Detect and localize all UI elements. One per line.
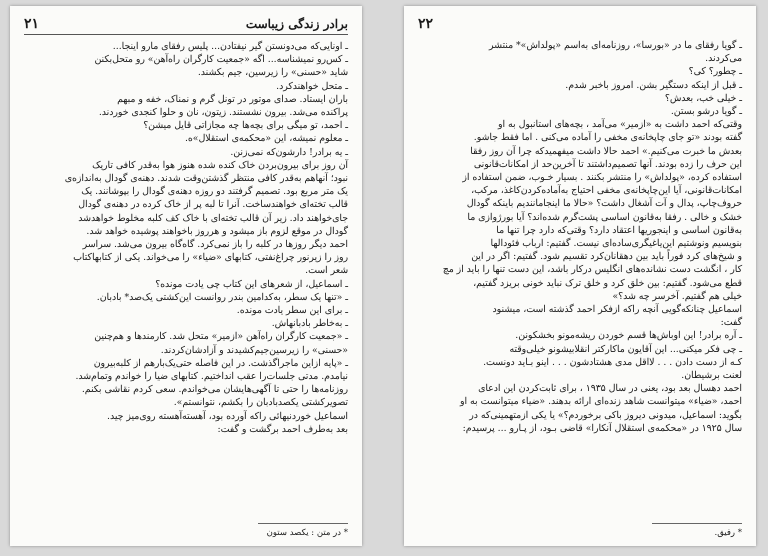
text-line: ـ چی فکر میکنی... این آقایون ماکارکتر انقلابیشونو خیلی‌وقته (509, 343, 742, 355)
text-line: گفته بودند «تو جای چاپخانه‌ی مخفی را آماده می‌کنی . اما فقط جاشو. (473, 132, 742, 144)
text-line: خشک و خالی . رفقا به‌قانون اساسی پشت‌گرم شده‌اند؟ آیا بورژوازی ما (467, 211, 742, 223)
text-line: ـ کس‌رو نمیشناسه... اگه «جمعیت کارگران راه‌آهن» رو متحل‌بکنن (94, 54, 348, 66)
text-line: این حرف را زده بودند. آنها تصمیم‌داشتند تا آخرین‌حد از امکانات‌قانونی (473, 158, 742, 170)
footnote-divider (652, 523, 742, 524)
text-line: ـ «پایه ازاین ماجراگذشت. در این فاصله حتی‌یک‌بارهم از کلبه‌بیرون (93, 357, 348, 369)
text-line: خیلی هم گفتیم. آخرسر چه شد؟» (612, 290, 742, 302)
text-line: به‌قانون اساسی و اینجوریها اعتقاد دارد؟ وقتی‌که دارد چرا تنها ما (496, 224, 742, 236)
text-line: و شیخ‌های کرد فوراً باید بین دهقانان‌کرد تقسیم شود. گفتیم: اگر در این (471, 251, 742, 263)
text-line: پراکنده می‌شد. بیرون نشستند. زیتون، نان و حلوا کنجدی خوردند. (98, 107, 348, 119)
text-line: ـ گویا رفقای ما در «بورسا»، روزنامه‌ای به‌اسم «پولداش»* منتشر (489, 40, 742, 51)
text-line: اسماعیل چنانکه‌گویی آنچه راکه ازفکر احمد گذشته است، میشنود (492, 304, 742, 316)
page-header (24, 16, 348, 35)
text-line: ـ اونایی‌که می‌دونستن گیر نیفتادن... پلیس رفقای مارو اینجا... (112, 41, 348, 52)
text-line: روزنامه‌ها را حتی تا آگهی‌هایشان می‌خواندم. سعی کردم نقاشی بکنم. (81, 384, 348, 396)
text-line: بعد به‌طرف احمد برگشت و گفت: (217, 423, 348, 435)
text-line: ـ معلوم نمیشه، این «محکمه‌ی استقلال»ه. (184, 133, 348, 145)
text-line: ـ خیلی خب، بعدش؟ (664, 92, 742, 104)
text-line: بگوید: اسماعیل، میدونی دیروز باکی برخوردم؟» یا یکی ازمتهمینی‌که در (469, 409, 742, 421)
text-line: ـ احمد، تو میگی برای بچه‌ها چه مجازاتی قایل میشن؟ (143, 120, 348, 132)
page-body (418, 39, 742, 435)
text-line: روز را زیرنور چراغ‌نفتی، کتابهای «ضیاء» را می‌خواند. یکی از کتابهاکتاب (73, 252, 348, 264)
text-line: ـ برای این سطر یادت مونده. (236, 305, 348, 317)
text-line: قالب تخته‌ای خواهندساخت. آنرا تا لبه پر از خاک کرده در دهنه‌ی گودال (78, 199, 348, 211)
text-line: نیامدم. مدتی جلسات‌را عقب انداختیم. کتابهای ضیا را خواندم وتمام‌شد. (75, 371, 348, 383)
text-line: ـ یه برادر! دارشون‌که نمی‌زنن. (230, 146, 348, 158)
text-line: آن روز برای بیرون‌بردن خاک کنده شده هنوز هوا به‌قدر کافی تاریک (92, 159, 348, 171)
text-line: بنویسیم ونوشتیم این‌یا‌غیگری‌ساده‌ای نیست. گفتیم: ارباب فئودالها (490, 238, 742, 250)
text-line: امکانات‌قانونی، آیا این‌چاپخانه‌ی مخفی احتیاج به‌آماده‌کردن‌کاغذ، مرکب، (471, 185, 742, 197)
footnote-divider (258, 523, 348, 524)
page-body (24, 40, 348, 436)
page-number: ۲۱ (24, 16, 40, 32)
text-line: گودال در موقع لزوم باز میشود و هرروز باخواهند پوشیده خواهد شد. (86, 225, 348, 237)
text-line: وقتی‌که احمد داشت به «ازمیر» می‌آمد ، بچه‌های استانبول به او (498, 119, 742, 131)
text-line: ـ به‌خاطر بادبانهاش. (271, 318, 348, 330)
footnote: * در متن : یکصد ستون (266, 528, 348, 538)
text-line: کار ، انگشت دست نشانده‌های انگلیس درکار باشد، این دست تنها را باید از مچ (442, 264, 742, 276)
text-line: نبود؛ آنهاهم به‌قدر کافی منتظر گذشتن‌وقت شدند. دهنه‌ی گودال به‌اندازه‌ی (64, 173, 348, 185)
text-line: سال ۱۹۲۵ در «محکمه‌ی استقلال آنکارا» قاضی بـود، از پـارو ... پرسیدم: (462, 422, 742, 434)
text-line: کـه از دست دادن . . . لااقل مدی هشتادشون . . . اینو بـاید دونست. (483, 356, 742, 368)
text-line: شاید «حسنی» را زیرسین، جیم بکشند. (197, 67, 348, 79)
text-line: ـ اسماعیل، از شعرهای این کتاب چی یادت مونده؟ (155, 278, 348, 290)
left-page (10, 6, 362, 546)
text-line: «حسنی» را زیرسین‌جیم‌کشیدند و آزادشان‌کردند. (160, 344, 348, 356)
text-line: جای‌خواهند داد. زیر آن قالب تخته‌ای با خاک کف کلبه مخلوط خواهدشد (78, 212, 348, 224)
page-header (418, 16, 742, 34)
right-page (404, 6, 756, 546)
text-line: باران ایستاد. صدای موتور در تونل گرم و نمناک، خفه و مبهم (117, 93, 348, 105)
text-line: ـ متحل خواهندکرد. (276, 80, 348, 92)
text-line: یک متر مربع بود. تصمیم گرفتند دو روزه دهنه‌ی گودال را بپوشانند. یک (81, 186, 348, 198)
text-line: ـ آره برادر! این اوباش‌ها قسم خوردن ریشه‌مونو بخشکونن. (515, 330, 742, 342)
header-title: برادر زندگی زیباست (245, 17, 348, 31)
text-line: قطع می‌شود. گفتیم: بین خلق کرد و خلق ترک نباید خونی بریزد گفتیم، (473, 277, 742, 289)
page-number: ۲۲ (418, 16, 434, 32)
text-line: استفاده کرده، «پولداش» را منتشر بکنند . بسیار خـوب، ضمن استفاده از (462, 172, 742, 184)
text-line: اسماعیل خوردنیهائی راکه آورده بود، آهسته‌آهسته روی‌میز چید. (107, 410, 348, 422)
text-line: می‌کردند. (705, 53, 742, 65)
footnote: * رفیق. (714, 528, 742, 538)
text-line: احمد دیگر روزها در کلبه را باز نمی‌کرد. گاه‌گاه بیرون می‌شد. سراسر (82, 239, 348, 251)
text-line: شعر است. (305, 265, 348, 277)
text-line: تصویرکشتی یکصدبادبان را بکشم، نتوانستم». (173, 397, 348, 409)
text-line: ـ چطور؟ کی؟ (688, 66, 742, 78)
text-line: احمد دهسال بعد بود، یعنی در سال ۱۹۳۵ ، برای ثابت‌کردن این ادعای (478, 383, 742, 395)
text-line: بعدش ما خبرت می‌کنیم.» احمد حالا داشت میفهمیدکه چرا آن روز رفقا (470, 145, 742, 157)
text-line: احمد، «ضیاء» میتوانست شاهد زنده‌ای ارائه بدهند. «ضیاء میتوانست به او (460, 396, 742, 408)
text-line: ـ قبل از اینکه دستگیر بشن. امروز باخبر شدم. (565, 79, 742, 91)
text-line: ـ «تنها یک سطر، به‌کدامین بندر روانست این‌کشتی یک‌صد* بادبان. (96, 291, 348, 303)
text-line: گفت: (720, 317, 742, 329)
text-line: حروف‌چاپ، پدال و آت آشغال داشت؟ «حالا ما اینجا‌مانندیم باینکه گودال (466, 198, 742, 210)
text-line: ـ گویا درشو بستن. (670, 106, 742, 118)
text-line: لعنت برشیطان. (681, 370, 742, 382)
text-line: ـ «جمعیت کارگران راه‌آهن «ازمیر» متحل شد. کارمندها و هم‌چنین (94, 331, 348, 343)
